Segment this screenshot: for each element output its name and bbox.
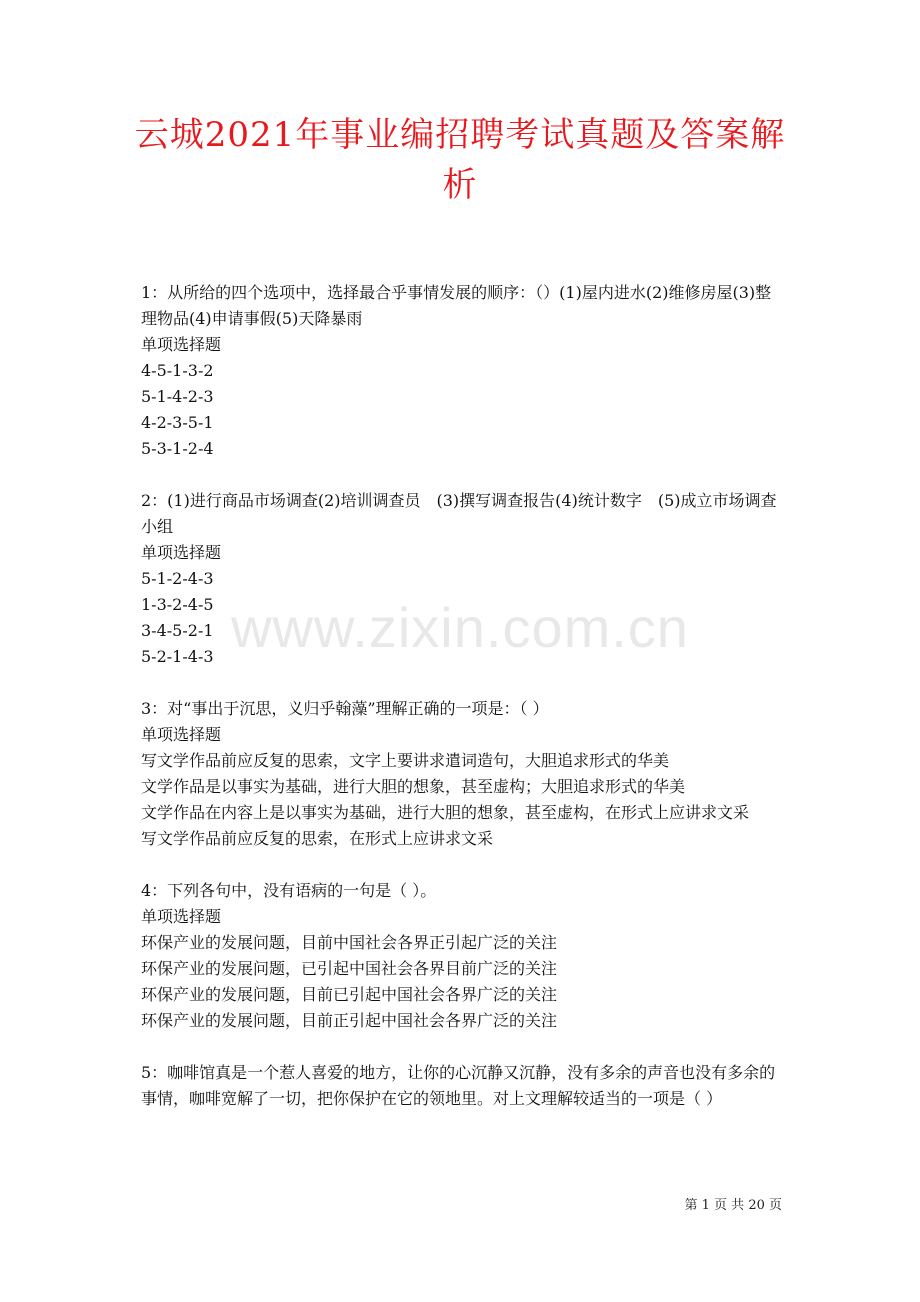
question-4 [141, 878, 786, 1034]
question-3 [141, 696, 786, 852]
question-type: 单项选择题 [141, 725, 222, 744]
question-5 [141, 1060, 786, 1112]
page-number: 第 1 页 共 20 页 [684, 1198, 782, 1213]
question-text: 3：对“事出于沉思，义归乎翰藻”理解正确的一项是：（ ） [141, 699, 549, 718]
answer-option: 环保产业的发展问题，目前正引起中国社会各界广泛的关注 [141, 1011, 558, 1030]
answer-option: 环保产业的发展问题，已引起中国社会各界目前广泛的关注 [141, 959, 558, 978]
question-type: 单项选择题 [141, 335, 222, 354]
answer-option: 环保产业的发展问题，目前已引起中国社会各界广泛的关注 [141, 985, 558, 1004]
question-type: 单项选择题 [141, 907, 222, 926]
answer-option: 5-1-4-2-3 [141, 387, 214, 406]
question-1 [141, 280, 786, 462]
answer-option: 文学作品在内容上是以事实为基础，进行大胆的想象，甚至虚构，在形式上应讲求文采 [141, 803, 750, 822]
answer-option: 5-1-2-4-3 [141, 569, 214, 588]
answer-option: 1-3-2-4-5 [141, 595, 214, 614]
question-text: 1：从所给的四个选项中，选择最合乎事情发展的顺序：（）(1)屋内进水(2)维修房屋(3)整理物品(4)申请事假(5)天降暴雨 [141, 283, 772, 328]
answer-option: 3-4-5-2-1 [141, 621, 214, 640]
question-2 [141, 488, 786, 670]
question-text: 4：下列各句中，没有语病的一句是（ ）。 [141, 881, 437, 900]
question-list [141, 280, 786, 1138]
answer-option: 写文学作品前应反复的思索，文字上要讲求遣词造句，大胆追求形式的华美 [141, 751, 670, 770]
question-type: 单项选择题 [141, 543, 222, 562]
answer-option: 5-2-1-4-3 [141, 647, 214, 666]
answer-option: 环保产业的发展问题，目前中国社会各界正引起广泛的关注 [141, 933, 558, 952]
answer-option: 4-2-3-5-1 [141, 413, 214, 432]
question-text: 5：咖啡馆真是一个惹人喜爱的地方，让你的心沉静又沉静，没有多余的声音也没有多余的事情，咖啡宽解了一切，把你保护在它的领地里。对上文理解较适当的一项是（ ） [141, 1063, 776, 1108]
answer-option: 4-5-1-3-2 [141, 361, 214, 380]
answer-option: 文学作品是以事实为基础，进行大胆的想象，甚至虚构；大胆追求形式的华美 [141, 777, 686, 796]
answer-option: 写文学作品前应反复的思索，在形式上应讲求文采 [141, 829, 494, 848]
document-title: 云城2021年事业编招聘考试真题及答案解析 [134, 115, 786, 205]
answer-option: 5-3-1-2-4 [141, 439, 214, 458]
watermark: www.zixin.com.cn [231, 596, 689, 659]
question-text: 2：(1)进行商品市场调查(2)培训调查员 (3)撰写调查报告(4)统计数字 (5)成立市场调查小组 [141, 491, 777, 536]
